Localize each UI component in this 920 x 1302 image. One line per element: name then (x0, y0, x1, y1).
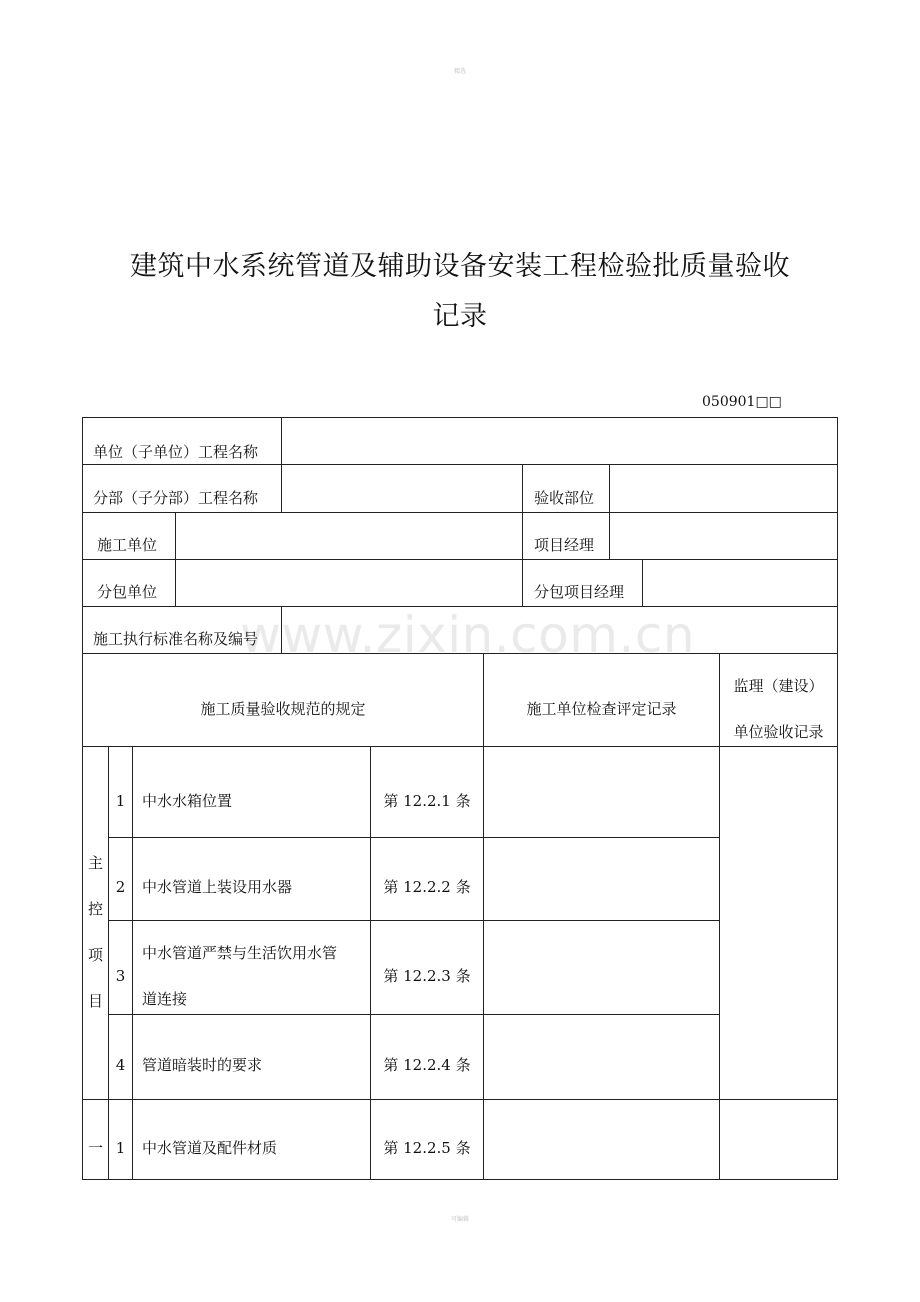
label-construction-unit: 施工单位 (97, 536, 158, 554)
main-control-label-char: 控 (87, 900, 103, 918)
label-subcontract-unit: 分包单位 (97, 583, 158, 601)
item-clause: 第 12.2.2 条 (383, 878, 471, 896)
item-clause: 第 12.2.1 条 (383, 792, 471, 810)
item-name: 中水管道上装设用水器 (142, 878, 293, 896)
label-project-manager: 项目经理 (534, 536, 595, 554)
item-number: 3 (115, 967, 126, 985)
general-label: 一 (87, 1139, 103, 1157)
item-clause: 第 12.2.3 条 (383, 967, 471, 985)
item-number: 1 (115, 792, 126, 810)
main-control-label-char: 项 (87, 946, 103, 964)
label-unit-project-name: 单位（子单位）工程名称 (93, 443, 259, 461)
item-name-line-1: 中水管道严禁与生活饮用水管 (142, 944, 338, 962)
page-header-note: 精选 (453, 68, 466, 75)
item-clause: 第 12.2.4 条 (383, 1056, 471, 1074)
title-line-2: 记录 (432, 301, 488, 332)
header-supervision-line-1: 监理（建设） (733, 677, 824, 695)
main-control-label-char: 目 (87, 992, 103, 1010)
page-footer-note: 可编辑 (450, 1216, 469, 1223)
header-spec: 施工质量验收规范的规定 (200, 700, 366, 718)
item-name: 中水管道及配件材质 (142, 1139, 278, 1157)
item-number: 4 (115, 1056, 126, 1074)
form-code: 050901□□ (702, 394, 782, 410)
item-name: 管道暗装时的要求 (142, 1056, 263, 1074)
title-line-1: 建筑中水系统管道及辅助设备安装工程检验批质量验收 (130, 251, 790, 282)
item-name-line-2: 道连接 (142, 990, 188, 1008)
item-number: 2 (115, 878, 126, 896)
item-number: 1 (115, 1139, 126, 1157)
label-sub-project-name: 分部（子分部）工程名称 (93, 489, 259, 507)
watermark-text: www.zixin.com.cn (240, 606, 696, 664)
header-check-record: 施工单位检查评定记录 (526, 700, 677, 718)
label-standard-name: 施工执行标准名称及编号 (93, 630, 259, 648)
main-control-label-char: 主 (87, 854, 103, 872)
header-supervision-line-2: 单位验收记录 (733, 723, 824, 741)
item-name: 中水水箱位置 (142, 792, 233, 810)
label-subcontract-manager: 分包项目经理 (534, 583, 625, 601)
label-acceptance-part: 验收部位 (534, 489, 595, 507)
item-clause: 第 12.2.5 条 (383, 1139, 471, 1157)
